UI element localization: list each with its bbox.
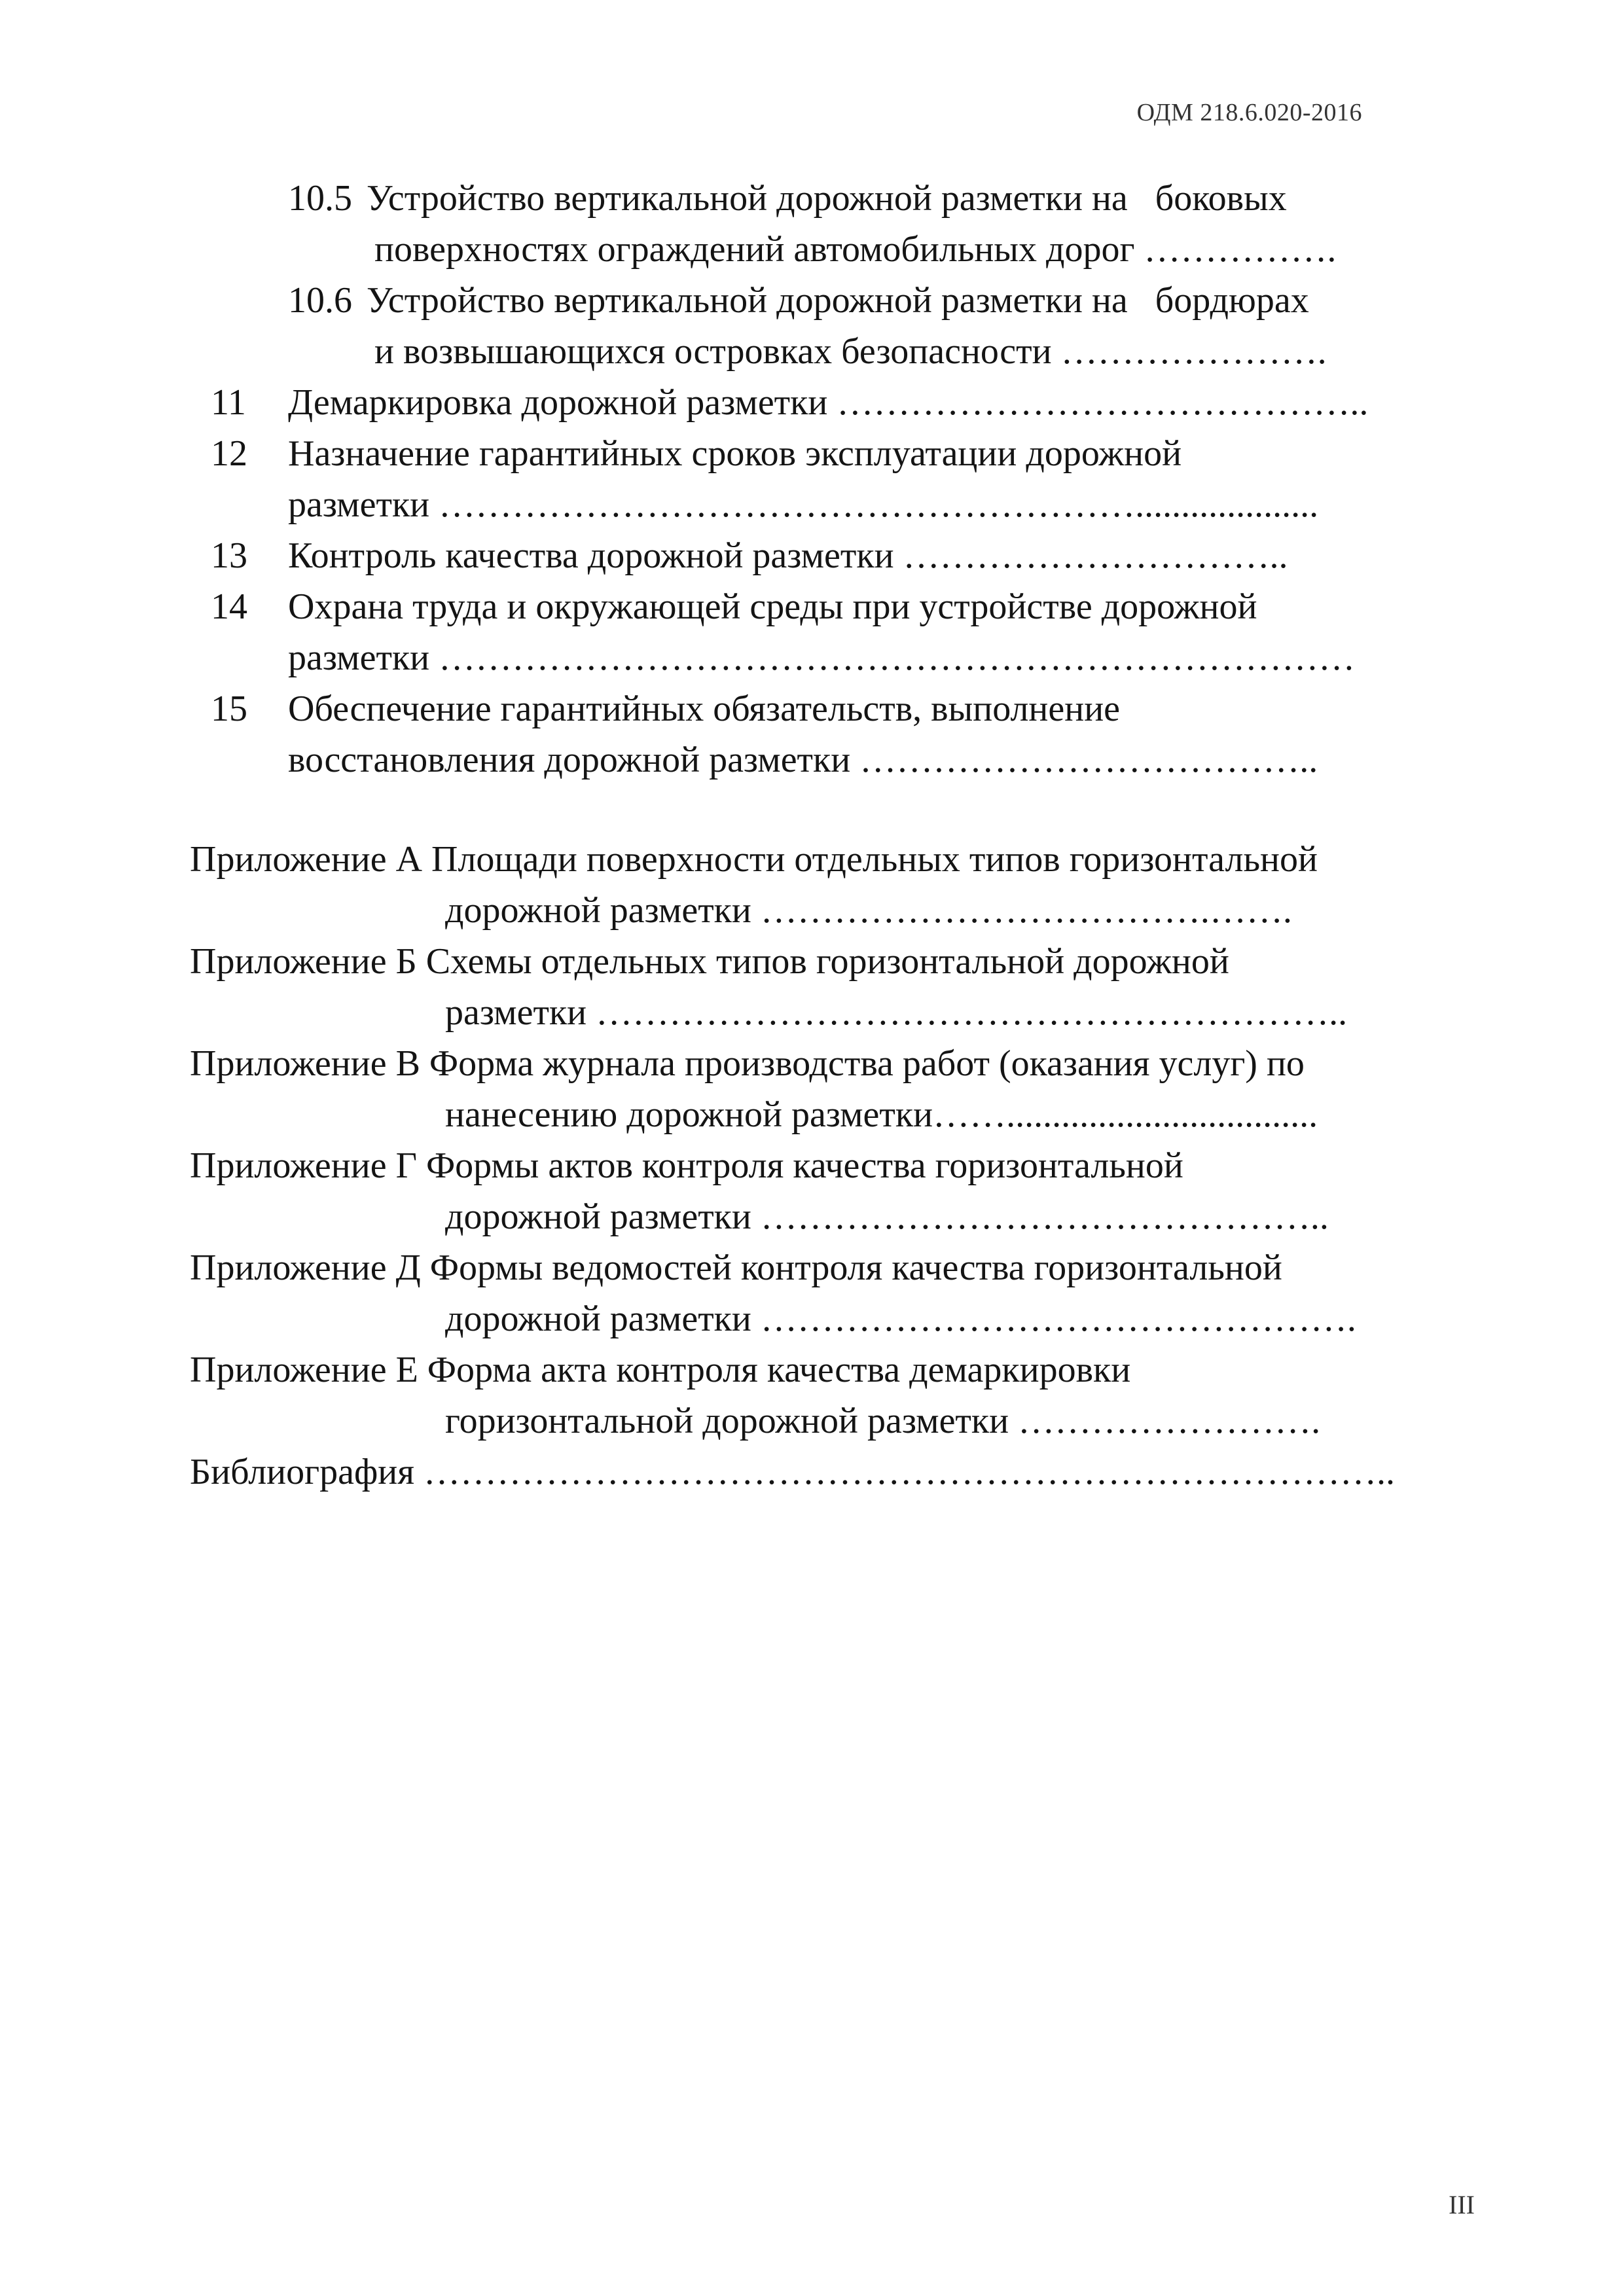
toc-entry-title: Приложение Б Схемы отдельных типов горизонтальной дорожной: [190, 941, 1229, 982]
toc-entry-title-continuation: и возвышающихся островках безопасности ………………….: [374, 331, 1327, 372]
toc-entry-number: 14: [211, 586, 247, 627]
toc-entry-title: Демаркировка дорожной разметки ……………………………………..: [288, 382, 1369, 423]
toc-entry-title: Библиография ……………………………………………………………………..: [190, 1452, 1395, 1492]
toc-entry-title: Устройство вертикальной дорожной разметки на боковых: [367, 178, 1287, 219]
toc-entry-number: 11: [211, 382, 246, 423]
toc-entry-title-continuation: дорожной разметки ………………………………………….: [445, 1299, 1356, 1339]
toc-entry-title-continuation: поверхностях ограждений автомобильных дорог …………….: [374, 229, 1337, 270]
toc-entry-number: 12: [211, 433, 247, 474]
toc-entry-title-continuation: дорожной разметки ………………………………………..: [445, 1196, 1329, 1237]
toc-entry-title: Обеспечение гарантийных обязательств, выполнение: [288, 689, 1121, 729]
toc-entry-title: Приложение Е Форма акта контроля качества демаркировки: [190, 1350, 1131, 1390]
toc-entry-number: 13: [211, 535, 247, 576]
toc-entry-title-continuation: горизонтальной дорожной разметки …………………….: [445, 1401, 1321, 1441]
toc-entry-title: Приложение А Площади поверхности отдельных типов горизонтальной: [190, 839, 1318, 880]
toc-entry-title-continuation: нанесению дорожной разметки……..................................: [445, 1094, 1318, 1135]
toc-entry-title: Приложение В Форма журнала производства работ (оказания услуг) по: [190, 1043, 1305, 1084]
toc-entry-number: 10.5: [288, 178, 352, 219]
toc-entry-title-continuation: разметки …………………………………………………....................: [288, 484, 1319, 525]
toc-entry-title: Контроль качества дорожной разметки …………………………..: [288, 535, 1288, 576]
page-number: III: [1449, 2190, 1475, 2219]
toc-entry-number: 15: [211, 689, 247, 729]
page-header-doc-code: ОДМ 218.6.020-2016: [1136, 99, 1362, 126]
toc-entry-title: Охрана труда и окружающей среды при устройстве дорожной: [288, 586, 1257, 627]
toc-entry-title: Приложение Д Формы ведомостей контроля качества горизонтальной: [190, 1247, 1282, 1288]
toc-entry-title-continuation: дорожной разметки ……………………………….…….: [445, 890, 1292, 931]
toc-entry-number: 10.6: [288, 280, 352, 321]
toc-entry-title-continuation: разметки …………………………………………………………………: [288, 637, 1356, 678]
toc-entry-title: Назначение гарантийных сроков эксплуатации дорожной: [288, 433, 1182, 474]
toc-entry-title: Приложение Г Формы актов контроля качества горизонтальной: [190, 1145, 1183, 1186]
toc-entry-title-continuation: разметки ……………………………………………………..: [445, 992, 1348, 1033]
toc-entry-title: Устройство вертикальной дорожной разметки на бордюрах: [367, 280, 1309, 321]
toc-entry-title-continuation: восстановления дорожной разметки ………………………………..: [288, 740, 1318, 780]
